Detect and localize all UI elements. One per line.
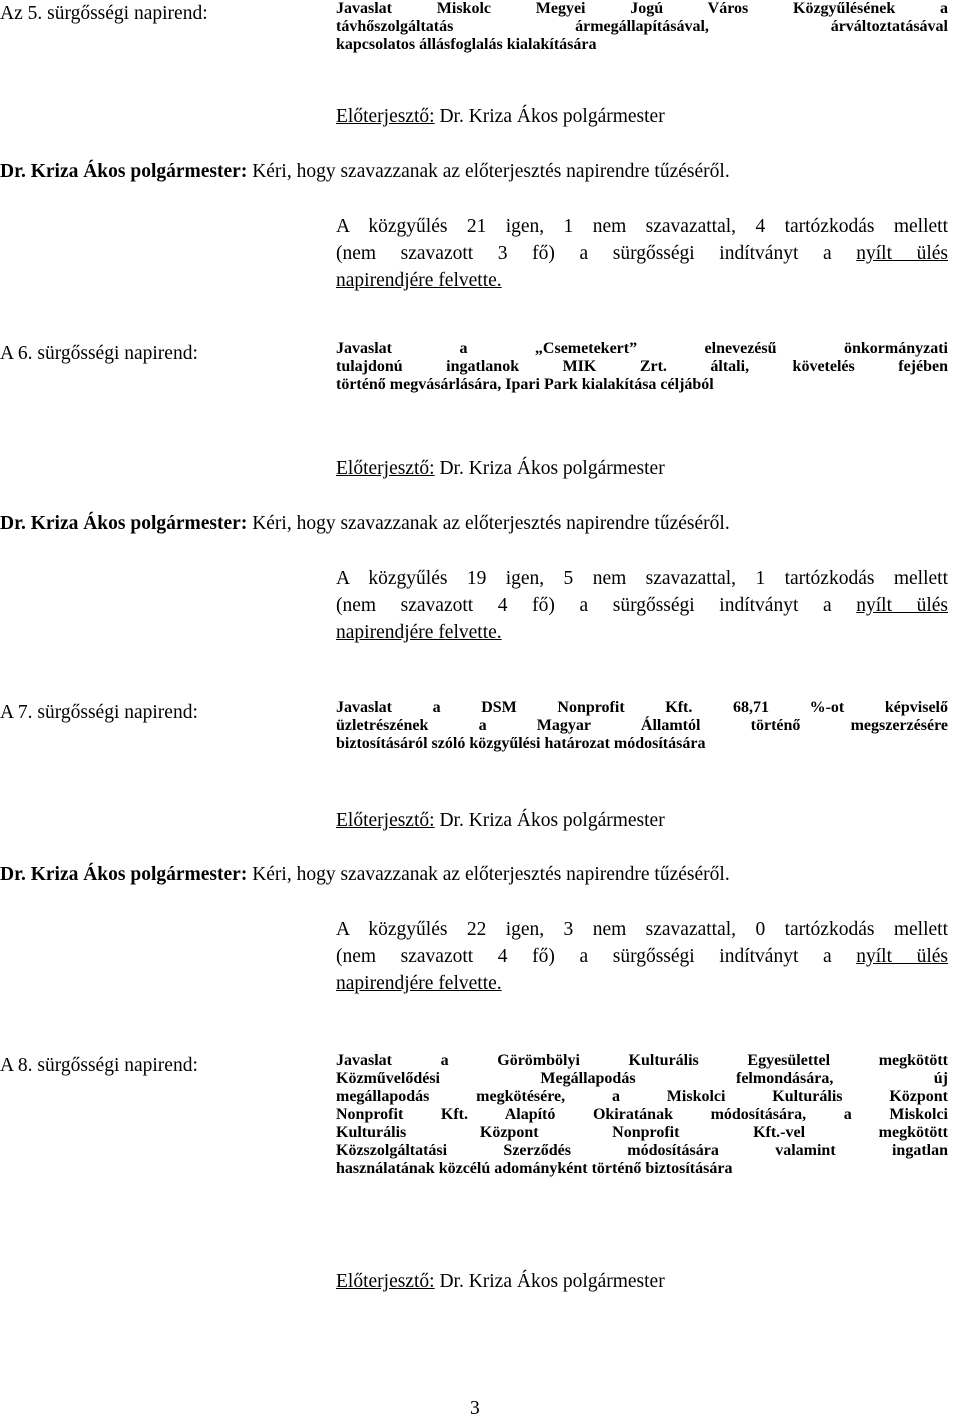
vote-result (336, 213, 948, 294)
request-text: Kéri, hogy szavazzanak az előterjesztés napirendre tűzéséről. (252, 513, 730, 534)
vote-result (336, 916, 948, 997)
presenter-line (336, 103, 665, 130)
result-line: A közgyűlés 19 igen, 5 nem szavazattal, 1 tartózkodás mellett (336, 568, 948, 589)
vote-result (336, 565, 948, 646)
title-line: Nonprofit Kft. Alapító Okiratának módosítására, a Miskolci (336, 1106, 948, 1123)
result-line: napirendjére felvette. (336, 973, 502, 994)
agenda-title (336, 1052, 948, 1178)
title-line: Javaslat Miskolc Megyei Jogú Város Közgyűlésének a (336, 0, 948, 17)
agenda-title (336, 699, 948, 753)
agenda-label: Az 5. sürgősségi napirend: (0, 3, 208, 24)
result-line: napirendjére felvette. (336, 270, 502, 291)
presenter-line (336, 807, 665, 834)
title-line: távhőszolgáltatás ármegállapításával, árváltoztatásával (336, 18, 948, 35)
result-line: napirendjére felvette. (336, 622, 502, 643)
result-line: (nem szavazott 4 fő) a sürgősségi indítványt a nyílt ülés (336, 946, 948, 967)
title-line: Javaslat a „Csemetekert” elnevezésű önkormányzati (336, 340, 948, 357)
mayor-request (0, 510, 730, 537)
agenda-title (336, 340, 948, 394)
title-line: Közművelődési Megállapodás felmondására, új (336, 1070, 948, 1087)
agenda-label: A 7. sürgősségi napirend: (0, 702, 198, 723)
presenter-label: Előterjesztő: (336, 810, 435, 831)
presenter-name: Dr. Kriza Ákos polgármester (439, 1271, 665, 1292)
result-line: A közgyűlés 22 igen, 3 nem szavazattal, 0 tartózkodás mellett (336, 919, 948, 940)
result-line: (nem szavazott 4 fő) a sürgősségi indítványt a nyílt ülés (336, 595, 948, 616)
agenda-label: A 8. sürgősségi napirend: (0, 1055, 198, 1076)
agenda-title (336, 0, 948, 54)
presenter-name: Dr. Kriza Ákos polgármester (439, 106, 665, 127)
title-line: kapcsolatos állásfoglalás kialakítására (336, 36, 597, 53)
title-line: használatának közcélú adományként történő biztosítására (336, 1160, 733, 1177)
page-number: 3 (470, 1398, 480, 1419)
result-line: (nem szavazott 3 fő) a sürgősségi indítványt a nyílt ülés (336, 243, 948, 264)
result-line: A közgyűlés 21 igen, 1 nem szavazattal, 4 tartózkodás mellett (336, 216, 948, 237)
presenter-label: Előterjesztő: (336, 106, 435, 127)
request-speaker: Dr. Kriza Ákos polgármester: (0, 864, 248, 885)
mayor-request (0, 158, 730, 185)
agenda-label: A 6. sürgősségi napirend: (0, 343, 198, 364)
title-line: Javaslat a Görömbölyi Kulturális Egyesülettel megkötött (336, 1052, 948, 1069)
request-speaker: Dr. Kriza Ákos polgármester: (0, 513, 248, 534)
request-speaker: Dr. Kriza Ákos polgármester: (0, 161, 248, 182)
presenter-label: Előterjesztő: (336, 458, 435, 479)
title-line: Javaslat a DSM Nonprofit Kft. 68,71 %-ot képviselő (336, 699, 948, 716)
request-text: Kéri, hogy szavazzanak az előterjesztés napirendre tűzéséről. (252, 864, 730, 885)
title-line: Kulturális Központ Nonprofit Kft.-vel megkötött (336, 1124, 948, 1141)
request-text: Kéri, hogy szavazzanak az előterjesztés napirendre tűzéséről. (252, 161, 730, 182)
presenter-label: Előterjesztő: (336, 1271, 435, 1292)
presenter-name: Dr. Kriza Ákos polgármester (439, 458, 665, 479)
title-line: Közszolgáltatási Szerződés módosítására valamint ingatlan (336, 1142, 948, 1159)
title-line: biztosításáról szóló közgyűlési határozat módosítására (336, 735, 706, 752)
title-line: megállapodás megkötésére, a Miskolci Kulturális Központ (336, 1088, 948, 1105)
mayor-request (0, 861, 730, 888)
title-line: üzletrészének a Magyar Államtól történő megszerzésére (336, 717, 948, 734)
title-line: történő megvásárlására, Ipari Park kialakítása céljából (336, 376, 714, 393)
title-line: tulajdonú ingatlanok MIK Zrt. általi, követelés fejében (336, 358, 948, 375)
presenter-line (336, 1268, 665, 1295)
presenter-line (336, 455, 665, 482)
presenter-name: Dr. Kriza Ákos polgármester (439, 810, 665, 831)
